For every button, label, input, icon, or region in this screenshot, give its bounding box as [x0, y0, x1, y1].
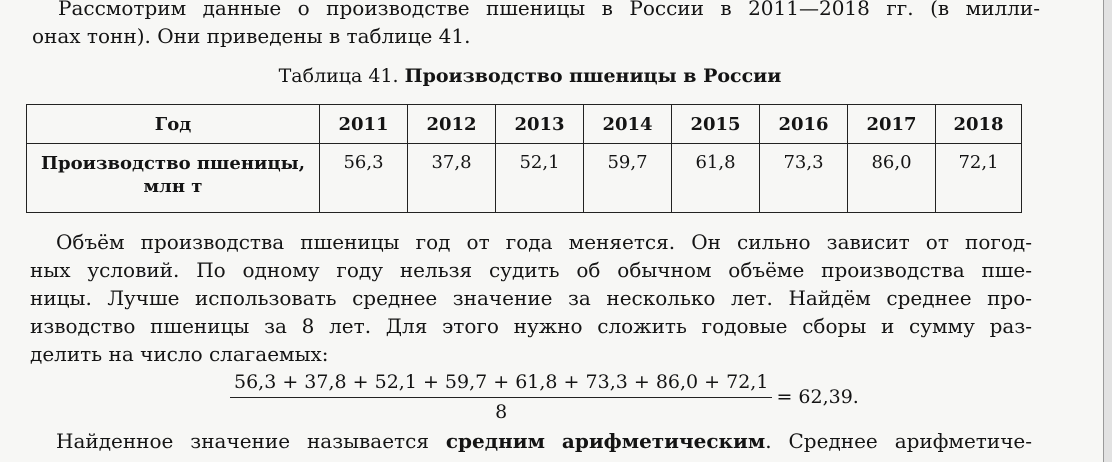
body-line-3: ницы. Лучше использовать среднее значение за несколько лет. Найдём среднее про-: [30, 286, 1032, 310]
year-cell: 2016: [760, 105, 848, 144]
body-line-5: делить на число слагаемых:: [30, 342, 329, 366]
formula-fraction: [230, 370, 772, 424]
formula-denominator: 8: [495, 401, 508, 423]
term-mean: средним: [445, 429, 545, 453]
production-label-cell: [27, 144, 320, 213]
page-edge: [1103, 0, 1112, 462]
formula-result: = 62,39.: [776, 386, 859, 408]
production-label-line-2: млн т: [143, 176, 203, 197]
conclusion-line: [30, 427, 1032, 455]
year-cell: 2014: [584, 105, 672, 144]
value-cell: 59,7: [584, 144, 672, 213]
body-line-4: изводство пшеницы за 8 лет. Для этого нужно сложить годовые сборы и сумму раз-: [30, 314, 1032, 338]
year-cell: 2015: [672, 105, 760, 144]
intro-line-2: онах тонн). Они приведены в таблице 41.: [32, 24, 471, 48]
conclusion-paragraph: [30, 427, 1032, 455]
explanation-paragraph: [30, 228, 1032, 368]
table-caption-prefix: Таблица 41.: [278, 65, 399, 87]
body-line-2: ных условий. По одному году нельзя судить об обычном объёме производства пше-: [30, 258, 1032, 282]
conclusion-text-before: Найденное значение называется: [56, 429, 429, 453]
formula-numerator: 56,3 + 37,8 + 52,1 + 59,7 + 61,8 + 73,3 + 86,0 + 72,1: [230, 370, 772, 398]
table-caption: [0, 63, 1060, 89]
year-cell: 2011: [320, 105, 408, 144]
value-cell: 86,0: [848, 144, 936, 213]
intro-paragraph: [32, 0, 1040, 50]
mean-formula: [230, 370, 859, 424]
year-cell: 2013: [496, 105, 584, 144]
body-line-1: Объём производства пшеницы год от года меняется. Он сильно зависит от погод-: [56, 230, 1032, 254]
production-label-line-1: Производство пшеницы,: [41, 153, 305, 174]
value-cell: 37,8: [408, 144, 496, 213]
value-cell: 56,3: [320, 144, 408, 213]
year-cell: 2018: [936, 105, 1022, 144]
table-values-row: [27, 144, 1022, 213]
year-header-cell: Год: [27, 105, 320, 144]
value-cell: 73,3: [760, 144, 848, 213]
table-caption-title: Производство пшеницы в России: [404, 65, 782, 87]
table-header-row: [27, 105, 1022, 144]
year-cell: 2017: [848, 105, 936, 144]
value-cell: 61,8: [672, 144, 760, 213]
term-arithmetic: арифметическим: [561, 429, 766, 453]
value-cell: 52,1: [496, 144, 584, 213]
wheat-production-table: [26, 104, 1022, 213]
value-cell: 72,1: [936, 144, 1022, 213]
intro-line-1: Рассмотрим данные о производстве пшеницы в России в 2011—2018 гг. (в милли-: [58, 0, 1040, 20]
conclusion-text-after: . Среднее арифметиче-: [765, 429, 1033, 453]
year-cell: 2012: [408, 105, 496, 144]
